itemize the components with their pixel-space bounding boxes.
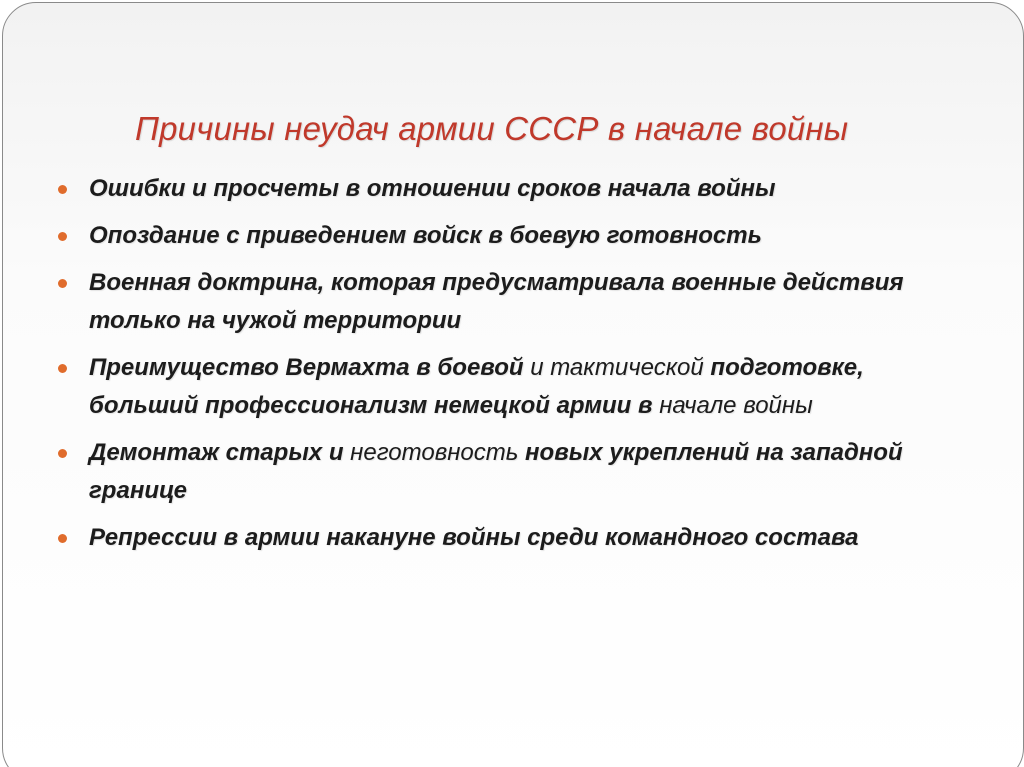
list-item [58,170,958,208]
bullet-list [58,170,958,557]
bullet-text-light: неготовность [350,439,519,466]
list-item [58,434,958,510]
bullet-marker-icon [58,534,67,543]
list-item [58,349,958,425]
bullet-marker-icon [58,279,67,288]
bullet-text-light: и тактической [530,354,704,381]
bullet-text: Репрессии в армии накануне войны среди командного состава [89,524,859,551]
bullet-text: Военная доктрина, которая предусматривала военные действия только на чужой территории [89,269,904,334]
list-item [58,264,958,340]
bullet-marker-icon [58,232,67,241]
bullet-text-bold: Демонтаж старых и [89,439,351,466]
bullet-marker-icon [58,185,67,194]
bullet-text-bold: Преимущество Вермахта в боевой [89,354,531,381]
list-item [58,519,958,557]
list-item [58,217,958,255]
bullet-marker-icon [58,364,67,373]
bullet-text: Ошибки и просчеты в отношении сроков начала войны [89,175,776,202]
bullet-text: Опоздание с приведением войск в боевую готовность [89,222,762,249]
bullet-marker-icon [58,449,67,458]
bullet-text-bold: подготовке, больший профессионализм немецкой армии в [89,354,864,419]
slide-title: Причины неудач армии СССР в начале войны [135,110,849,147]
bullet-text-bold: новых укреплений на западной границе [89,439,903,504]
bullet-text-light: начале войны [659,392,813,419]
